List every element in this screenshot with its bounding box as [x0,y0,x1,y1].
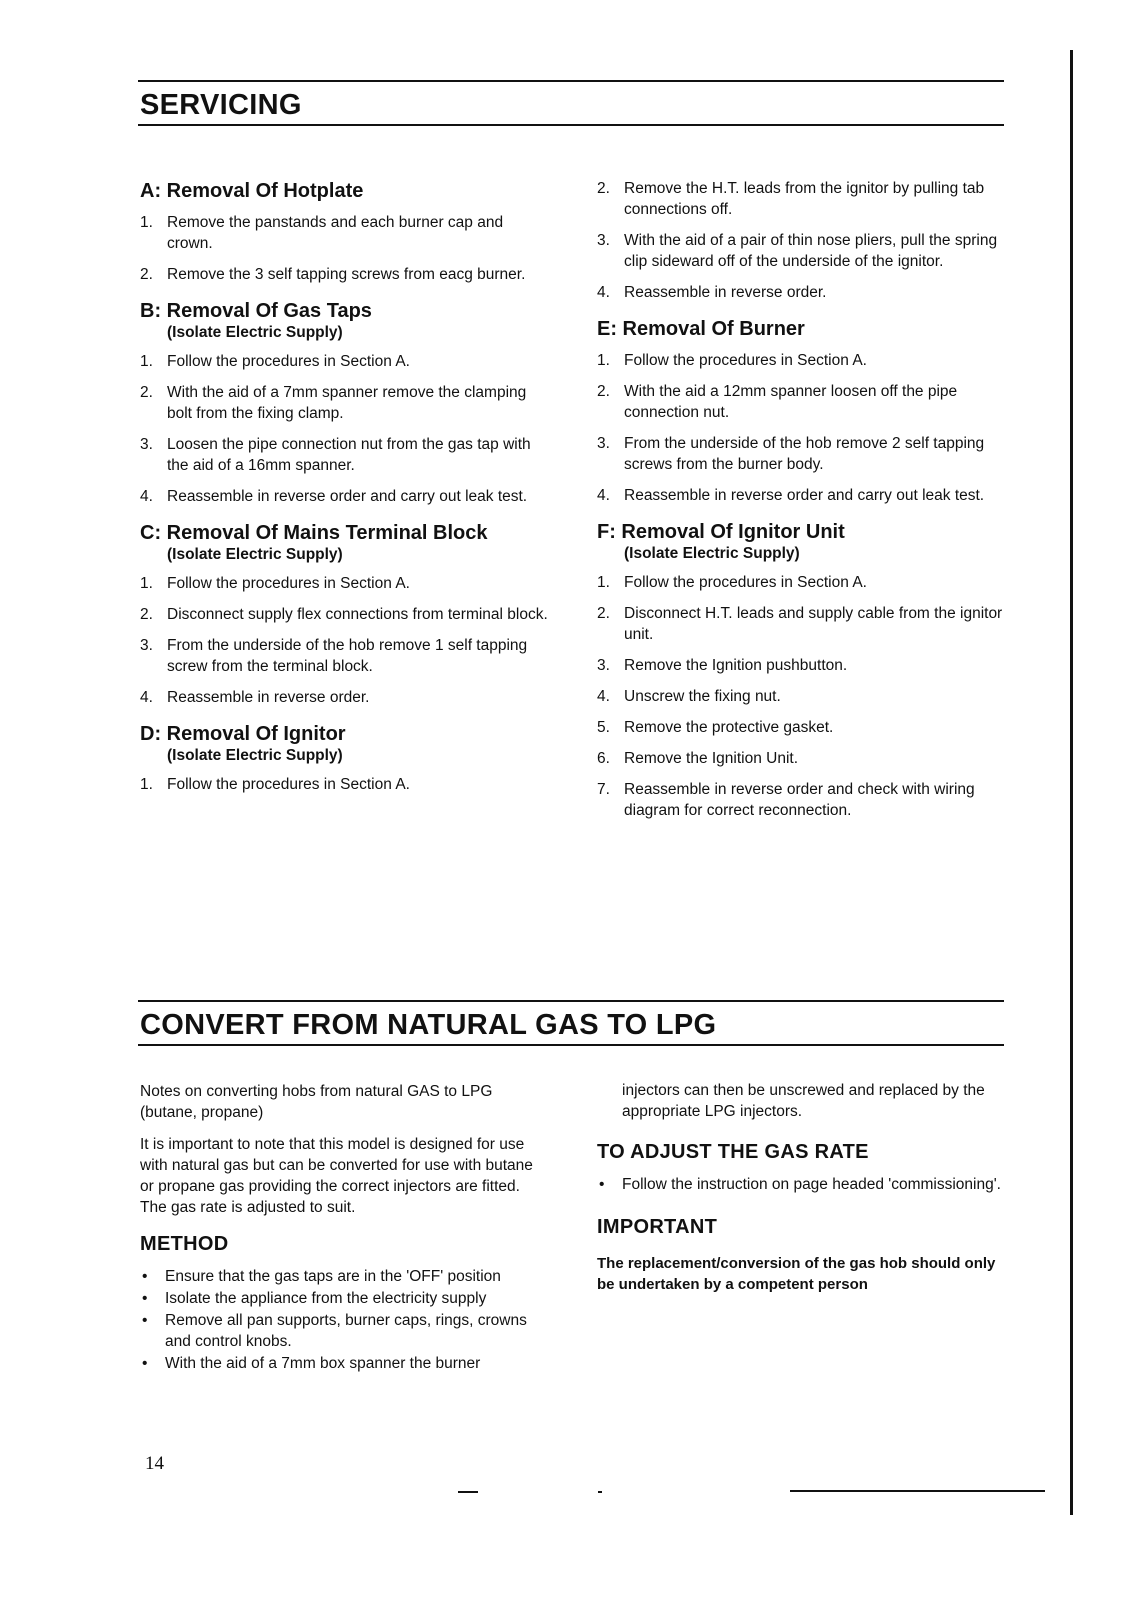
step-text: From the underside of the hob remove 2 self tapping screws from the burner body. [624,435,985,473]
list-item [140,1266,550,1287]
step-text: Remove the Ignition pushbutton. [624,657,848,674]
convert-top-rule [138,1000,1004,1002]
section-f-steps [597,572,1007,821]
footer-dash-mid [598,1491,602,1493]
step-number: 2. [140,606,153,623]
step-text: Disconnect supply flex connections from terminal block. [167,606,548,623]
section-b [140,299,550,507]
step-number: 1. [140,353,153,370]
step-number: 2. [597,180,610,197]
step-text: Remove the protective gasket. [624,719,834,736]
step-number: 7. [597,781,610,798]
section-f [597,520,1007,821]
list-item [597,230,1007,272]
list-item [140,212,550,254]
step-text: Reassemble in reverse order and check with wiring diagram for correct reconnection. [624,781,975,819]
convert-important-note: It is important to note that this model is designed for use with natural gas but can be converted for use with butane or propane gas providing the correct injectors are fitted. The gas rate is adjusted to suit. [140,1136,533,1216]
step-number: 1. [597,352,610,369]
step-text: Reassemble in reverse order and carry out leak test. [167,488,528,505]
section-a-steps [140,212,550,285]
step-number: 2. [597,383,610,400]
list-item [597,717,1007,738]
section-d-steps [140,774,550,795]
list-item [140,635,550,677]
step-text: Reassemble in reverse order and carry out leak test. [624,487,985,504]
method-list [140,1266,550,1374]
bullet-icon: • [142,1312,148,1329]
step-number: 1. [140,776,153,793]
step-number: 4. [597,688,610,705]
right-margin-bar [1070,50,1073,1515]
list-item [597,485,1007,506]
important-heading: IMPORTANT [597,1216,718,1238]
step-number: 2. [140,384,153,401]
step-text: Unscrew the fixing nut. [624,688,781,705]
section-d-note: (Isolate Electric Supply) [167,747,343,764]
convert-right-column [597,1080,1007,1295]
convert-title: CONVERT FROM NATURAL GAS TO LPG [140,1009,717,1041]
list-item [140,604,550,625]
bullet-icon: • [142,1290,148,1307]
step-text: With the aid of a 7mm spanner remove the clamping bolt from the fixing clamp. [167,384,527,422]
step-number: 3. [140,436,153,453]
list-item [140,382,550,424]
convert-left-column [140,1081,550,1375]
bullet-icon: • [599,1176,605,1193]
step-text: Follow the procedures in Section A. [624,574,867,591]
list-item [597,381,1007,423]
servicing-right-column [597,178,1007,835]
step-text: From the underside of the hob remove 1 self tapping screw from the terminal block. [167,637,528,675]
section-b-steps [140,351,550,507]
gas-rate-list [597,1174,1007,1195]
step-number: 4. [597,284,610,301]
list-item [597,603,1007,645]
list-item [597,282,1007,303]
step-text: Reassemble in reverse order. [167,689,370,706]
section-c [140,521,550,708]
step-text: Follow the procedures in Section A. [167,353,410,370]
gas-rate-heading: TO ADJUST THE GAS RATE [597,1141,869,1163]
list-item [140,573,550,594]
step-number: 2. [140,266,153,283]
section-d-continued [597,178,1007,303]
step-text: Follow the procedures in Section A. [167,776,410,793]
list-item [140,1353,550,1374]
section-e [597,317,1007,506]
section-c-heading: C: Removal Of Mains Terminal Block [140,522,488,544]
footer-dash-left [458,1491,478,1493]
section-f-note: (Isolate Electric Supply) [624,545,800,562]
section-b-note: (Isolate Electric Supply) [167,324,343,341]
step-text: Follow the procedures in Section A. [167,575,410,592]
bullet-icon: • [142,1268,148,1285]
step-text: Follow the procedures in Section A. [624,352,867,369]
method-continued: injectors can then be unscrewed and replaced by the appropriate LPG injectors. [622,1082,985,1120]
bullet-text: Remove all pan supports, burner caps, rings, crowns and control knobs. [165,1312,527,1350]
bullet-text: Isolate the appliance from the electricity supply [165,1290,487,1307]
convert-bottom-rule [138,1044,1004,1046]
step-number: 3. [597,657,610,674]
step-text: Reassemble in reverse order. [624,284,827,301]
list-item [597,178,1007,220]
step-number: 1. [140,575,153,592]
list-item [140,1288,550,1309]
step-text: Remove the panstands and each burner cap and crown. [167,214,504,252]
section-c-steps [140,573,550,708]
servicing-left-column [140,179,550,809]
footer-rule-right [790,1490,1045,1492]
step-number: 3. [140,637,153,654]
section-a [140,179,550,285]
step-text: Remove the H.T. leads from the ignitor by pulling tab connections off. [624,180,985,218]
step-text: Loosen the pipe connection nut from the gas tap with the aid of a 16mm spanner. [167,436,531,474]
list-item [140,774,550,795]
step-number: 1. [597,574,610,591]
section-e-steps [597,350,1007,506]
section-c-note: (Isolate Electric Supply) [167,546,343,563]
section-e-heading: E: Removal Of Burner [597,318,805,340]
section-f-heading: F: Removal Of Ignitor Unit [597,521,845,543]
list-item [140,1310,550,1352]
list-item [597,433,1007,475]
list-item [597,686,1007,707]
bullet-text: Ensure that the gas taps are in the 'OFF' position [165,1268,501,1285]
step-number: 3. [597,435,610,452]
list-item [597,655,1007,676]
bullet-text: Follow the instruction on page headed 'commissioning'. [622,1176,1001,1193]
list-item [140,486,550,507]
step-text: Disconnect H.T. leads and supply cable from the ignitor unit. [624,605,1003,643]
bullet-text: With the aid of a 7mm box spanner the burner [165,1355,481,1372]
list-item [140,264,550,285]
section-d-continued-steps [597,178,1007,303]
step-text: With the aid of a pair of thin nose pliers, pull the spring clip sideward off of the underside of the ignitor. [624,232,998,270]
step-number: 4. [140,689,153,706]
section-d [140,722,550,795]
list-item [140,351,550,372]
bullet-icon: • [142,1355,148,1372]
step-number: 5. [597,719,610,736]
step-number: 4. [597,487,610,504]
important-text: The replacement/conversion of the gas hob should only be undertaken by a competent person [597,1255,996,1293]
list-item [597,1174,1007,1195]
list-item [140,434,550,476]
servicing-title: SERVICING [140,89,302,121]
section-a-heading: A: Removal Of Hotplate [140,180,364,202]
step-number: 1. [140,214,153,231]
section-b-heading: B: Removal Of Gas Taps [140,300,372,322]
page-number: 14 [145,1453,164,1474]
step-text: With the aid a 12mm spanner loosen off the pipe connection nut. [624,383,958,421]
step-text: Remove the 3 self tapping screws from eacg burner. [167,266,526,283]
step-number: 4. [140,488,153,505]
convert-intro: Notes on converting hobs from natural GAS to LPG (butane, propane) [140,1083,493,1121]
servicing-bottom-rule [138,124,1004,126]
list-item [597,748,1007,769]
list-item [597,572,1007,593]
list-item [597,779,1007,821]
step-number: 2. [597,605,610,622]
method-heading: METHOD [140,1233,229,1255]
list-item [597,350,1007,371]
step-number: 3. [597,232,610,249]
step-number: 6. [597,750,610,767]
step-text: Remove the Ignition Unit. [624,750,799,767]
servicing-top-rule [138,80,1004,82]
section-d-heading: D: Removal Of Ignitor [140,723,346,745]
list-item [140,687,550,708]
